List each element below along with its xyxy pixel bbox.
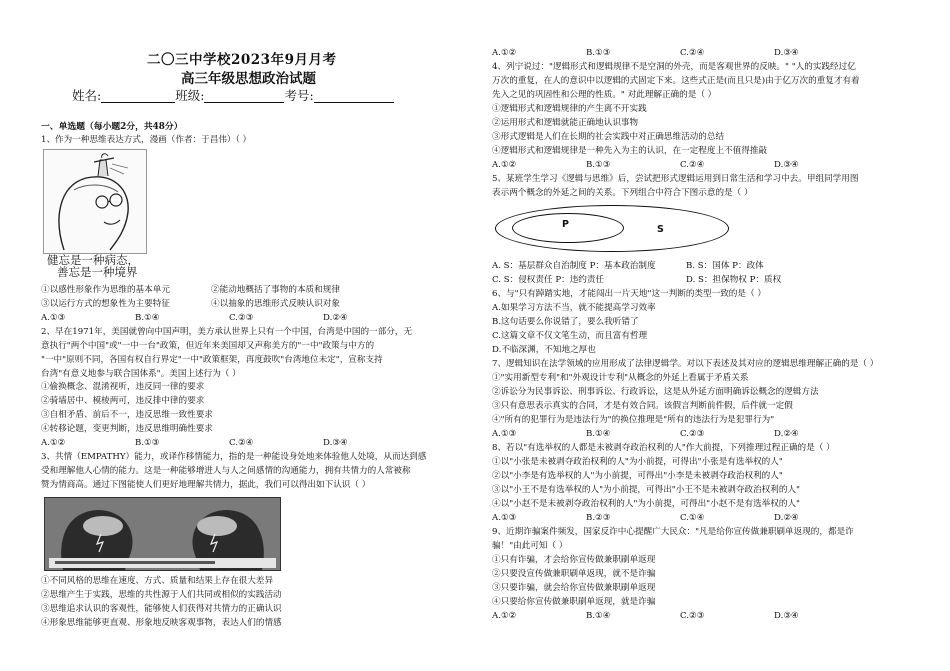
choice-d[interactable]: D.③④ bbox=[323, 438, 348, 448]
cartoon-head-icon bbox=[44, 150, 146, 253]
choice-c[interactable]: C.①④ bbox=[680, 513, 705, 523]
q3-option-1: ①不同风格的思维在速度、方式、质量和结果上存在很大差异 bbox=[41, 576, 274, 586]
q1-option-2: ②能动地概括了事物的本质和规律 bbox=[211, 285, 340, 295]
q8-option-4: ④以"小赵不是未被剥夺政治权利的人"为小前提，可得出"小赵不是有选举权的人" bbox=[492, 499, 801, 509]
q8-option-3: ③以"小王不是有选举权的人"为小前提，可得出"小王不是未被剥夺政治权利的人" bbox=[492, 485, 801, 495]
q6-choice-c[interactable]: C.这篇文章不仅文笔生动，而且富有哲理 bbox=[492, 331, 648, 341]
choice-a[interactable]: A.①② bbox=[492, 160, 517, 170]
exam-no-field[interactable] bbox=[314, 90, 394, 103]
name-field[interactable] bbox=[101, 90, 175, 103]
q4-line-2: 万次的重复，在人的意识中以逻辑的式固定下来。这些式正是(而且只是)由于亿万次的重复才有着 bbox=[492, 76, 860, 86]
choice-c[interactable]: C.②④ bbox=[229, 438, 254, 448]
choice-d[interactable]: D.③④ bbox=[774, 160, 799, 170]
choice-d[interactable]: D.②④ bbox=[323, 313, 348, 323]
q1-choices bbox=[41, 313, 417, 323]
exam-subtitle: 高三年级思想政治试题 bbox=[181, 71, 316, 87]
choice-d[interactable]: D.③④ bbox=[774, 611, 799, 621]
q2-line-1: 2、早在1971年，美国就曾向中国声明，美方承认世界上只有一个中国，台湾是中国的一部分，无 bbox=[41, 327, 413, 337]
q9-option-3: ③只要诈骗，就会给你宣传做兼职刷单返现 bbox=[492, 583, 656, 593]
empathy-heads-icon bbox=[45, 498, 280, 570]
q6-choice-a[interactable]: A.如果学习方法不当，就不能提高学习效率 bbox=[492, 303, 656, 313]
q2-option-3: ③自相矛盾、前后不一，违反思维一致性要求 bbox=[41, 410, 213, 420]
q5-label-p: P bbox=[562, 219, 569, 230]
q5-line-2: 表示两个概念的外延之间的关系。下列组合中符合下图示意的是（ ） bbox=[492, 188, 753, 198]
q2-line-3: "一中"原则不同，各国有权自行界定"一中"政策框架，再度鼓吹"台湾地位未定"，宣称支持 bbox=[41, 355, 383, 365]
q4-line-1: 4、列宁说过："逻辑形式和逻辑规律不是空洞的外壳，而是客观世界的反映。" "人的实践经过亿 bbox=[492, 62, 856, 72]
q4-choices bbox=[492, 160, 868, 170]
q9-line-2: 骗！"由此可知（ ） bbox=[492, 541, 568, 551]
choice-c[interactable]: C.②④ bbox=[680, 160, 705, 170]
q6-choice-d[interactable]: D.不临深渊，不知地之厚也 bbox=[492, 345, 596, 355]
q9-option-1: ①只有诈骗，才会给你宣传做兼职刷单返现 bbox=[492, 555, 656, 565]
q4-option-4: ④逻辑形式和逻辑规律是一种先入为主的认识，在一定程度上不值得推敲 bbox=[492, 146, 768, 156]
q5-choice-c[interactable]: C. S：侵权责任 P：违约责任 bbox=[492, 275, 605, 285]
choice-a[interactable]: A.①② bbox=[492, 48, 517, 58]
q3-choices bbox=[492, 48, 868, 58]
q2-option-4: ④转移论题，变更判断，违反思维明确性要求 bbox=[41, 424, 213, 434]
q7-choices bbox=[492, 429, 868, 439]
choice-a[interactable]: A.①③ bbox=[492, 513, 517, 523]
class-field[interactable] bbox=[204, 90, 284, 103]
q1-stem: 1、作为一种思维表达方式，漫画（作者：于昌伟）（ ） bbox=[41, 135, 252, 145]
q2-choices bbox=[41, 438, 417, 448]
q1-caption-line1: 健忘是一种病态， bbox=[47, 253, 139, 267]
exam-title: 二〇三中学校2023年9月月考 bbox=[147, 52, 337, 68]
q9-line-1: 9、近期诈骗案件频发，国家反诈中心提醒广大民众："凡是给你宣传做兼职刷单返现的，都是诈 bbox=[492, 527, 854, 537]
q3-option-2: ②思维产生于实践，思维的共性源于人们共同或相似的实践活动 bbox=[41, 590, 282, 600]
exam-no-label: 考号: bbox=[284, 88, 314, 103]
choice-d[interactable]: D.③④ bbox=[774, 48, 799, 58]
choice-b[interactable]: B.①④ bbox=[586, 611, 611, 621]
choice-b[interactable]: B.①④ bbox=[586, 429, 611, 439]
choice-d[interactable]: D.②④ bbox=[774, 513, 799, 523]
q7-option-3: ③只有意思表示真实的合同，才是有效合同。该假言判断前件假，后件就一定假 bbox=[492, 401, 793, 411]
q1-option-4: ④以抽象的思维形式反映认识对象 bbox=[211, 299, 340, 309]
choice-b[interactable]: B.①④ bbox=[135, 313, 160, 323]
q3-line-2: 受和理解他人心情的能力。这是一种能够增进人与人之间感情的沟通能力，拥有共情力的人常被称 bbox=[41, 466, 411, 476]
q9-option-4: ④只要给你宣传做兼职刷单返现，就是诈骗 bbox=[492, 597, 656, 607]
choice-c[interactable]: C.②③ bbox=[229, 313, 254, 323]
q9-option-2: ②只要没宣传做兼职刷单返现，就不是诈骗 bbox=[492, 569, 656, 579]
q3-line-3: 赞为情商高。通过下图能使人们更好地理解共情力，据此，我们可以得出如下认识（ ） bbox=[41, 480, 371, 490]
q3-empathy-picture bbox=[44, 497, 281, 571]
q1-option-3: ③以运行方式的想象性为主要特征 bbox=[41, 299, 170, 309]
q5-choice-a[interactable]: A. S：基层群众自治制度 P：基本政治制度 bbox=[492, 261, 656, 271]
q5-line-1: 5、某班学生学习《逻辑与思维》后，尝试把形式逻辑运用到日常生活和学习中去。甲组同学用图 bbox=[492, 174, 859, 184]
q3-option-4: ④形象思维能够更直观、形象地反映客观事物，表达人们的情感 bbox=[41, 618, 282, 628]
q9-choices bbox=[492, 611, 868, 621]
choice-c[interactable]: C.②④ bbox=[680, 48, 705, 58]
choice-b[interactable]: B.①③ bbox=[586, 160, 611, 170]
q2-line-2: 意执行"两个中国"或"一中一台"政策，但近年来美国却又声称美方的"一中"政策与中方的 bbox=[41, 341, 375, 351]
name-label: 姓名: bbox=[72, 88, 102, 103]
choice-a[interactable]: A.①③ bbox=[492, 429, 517, 439]
q7-option-2: ②诉讼分为民事诉讼、刑事诉讼、行政诉讼，这是从外延方面明确诉讼概念的逻辑方法 bbox=[492, 387, 819, 397]
section-title: 一、单选题（每小题2分，共48分） bbox=[41, 122, 183, 132]
q2-option-2: ②骑墙居中、模棱两可，违反排中律的要求 bbox=[41, 396, 205, 406]
choice-b[interactable]: B.①③ bbox=[586, 48, 611, 58]
class-label: 班级: bbox=[175, 88, 205, 103]
q6-choice-b[interactable]: B.这句话要么你说错了，要么我听错了 bbox=[492, 317, 639, 327]
q8-option-1: ①以"小张是未被剥夺政治权利的人"为小前提，可得出"小张是有选举权的人" bbox=[492, 457, 783, 467]
choice-c[interactable]: C.②③ bbox=[680, 429, 705, 439]
q1-option-1: ①以感性形象作为思维的基本单元 bbox=[41, 285, 170, 295]
q4-option-1: ①逻辑形式和逻辑规律的产生离不开实践 bbox=[492, 104, 647, 114]
q8-choices bbox=[492, 513, 868, 523]
q4-option-3: ③形式逻辑是人们在长期的社会实践中对正确思维活动的总结 bbox=[492, 132, 725, 142]
choice-b[interactable]: B.①③ bbox=[135, 438, 160, 448]
q5-choice-b[interactable]: B. S：国体 P：政体 bbox=[686, 261, 764, 271]
q7-option-1: ①"实用新型专利"和"外观设计专利"从概念的外延上看属于矛盾关系 bbox=[492, 373, 749, 383]
q1-caption-line2: 善忘是一种境界 bbox=[57, 265, 138, 279]
q1-cartoon bbox=[43, 149, 147, 254]
q5-label-s: S bbox=[657, 224, 664, 235]
q5-choice-d[interactable]: D. S：担保物权 P：质权 bbox=[686, 275, 782, 285]
q4-option-2: ②运用形式和逻辑就能正确地认识事物 bbox=[492, 118, 639, 128]
choice-d[interactable]: D.②④ bbox=[774, 429, 799, 439]
q3-option-3: ③思维追求认识的客观性，能够使人们获得对共情力的正确认识 bbox=[41, 604, 282, 614]
choice-a[interactable]: A.①② bbox=[492, 611, 517, 621]
q7-stem: 7、逻辑知识在法学领域的应用形成了法律逻辑学。对以下表述及其对应的逻辑思维理解正确的是（ ） bbox=[492, 359, 879, 369]
q7-option-4: ④"所有的犯罪行为是违法行为"的换位推理是"所有的违法行为是犯罪行为" bbox=[492, 415, 775, 425]
student-info-row bbox=[72, 88, 394, 103]
q3-line-1: 3、共情（EMPATHY）能力，或译作移情能力，指的是一种能设身处地来体验他人处境，从而达到感 bbox=[41, 452, 427, 462]
q8-stem: 8、若以"有选举权的人都是未被剥夺政治权利的人"作大前提，下列推理过程正确的是（ ） bbox=[492, 443, 835, 453]
q6-stem: 6、与"只有踔踏实地，才能闯出一片天地"这一判断的类型一致的是（ ） bbox=[492, 289, 766, 299]
choice-b[interactable]: B.②③ bbox=[586, 513, 611, 523]
q2-line-4: 台湾"有意义地参与联合国体系"。美国上述行为（ ） bbox=[41, 369, 241, 379]
q4-line-3: 先入之见的巩固性和公理的性质。" 对此理解正确的是（ ） bbox=[492, 90, 717, 100]
q2-option-1: ①偷换概念、混淆视听，违反同一律的要求 bbox=[41, 382, 205, 392]
choice-a[interactable]: A.①② bbox=[41, 438, 66, 448]
choice-c[interactable]: C.②③ bbox=[680, 611, 705, 621]
choice-a[interactable]: A.①③ bbox=[41, 313, 66, 323]
q8-option-2: ②以"小李是有选举权的人"为小前提，可得出"小李是未被剥夺政治权利的人" bbox=[492, 471, 783, 481]
